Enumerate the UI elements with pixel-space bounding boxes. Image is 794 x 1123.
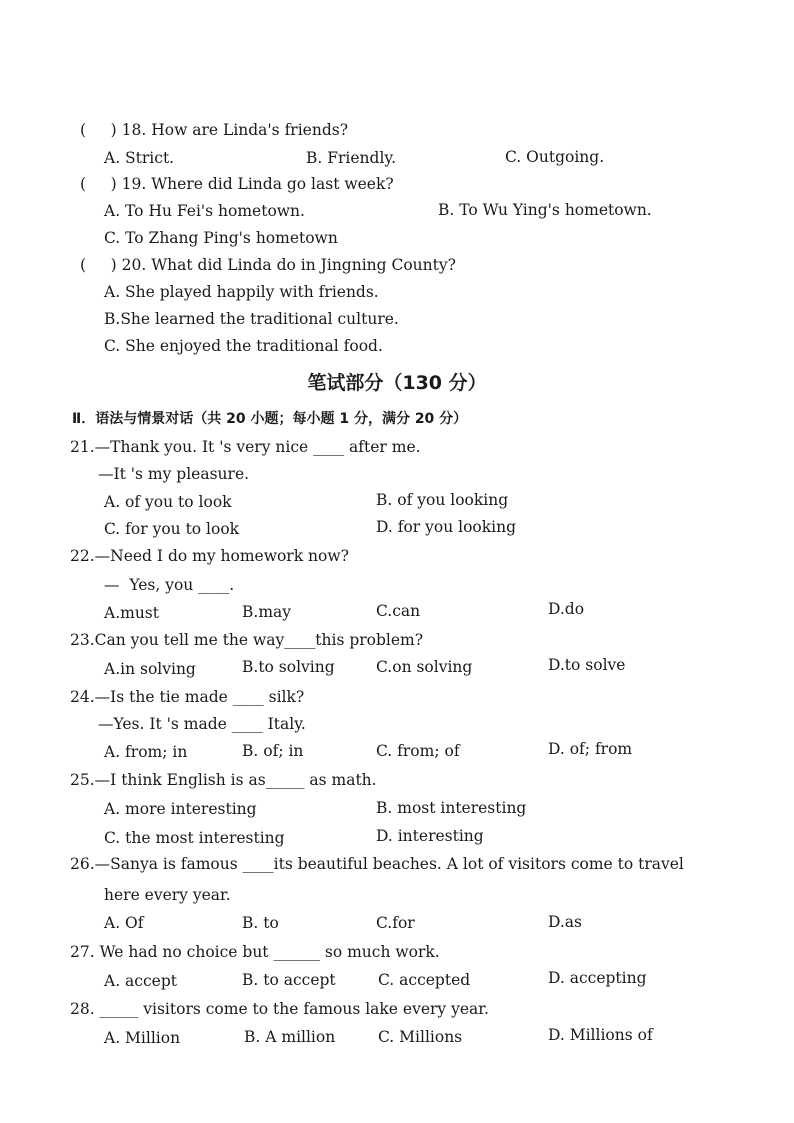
- question-23-option-a: A.in solving: [104, 660, 196, 678]
- question-24-option-d: D. of; from: [548, 740, 633, 758]
- question-28-option-a: A. Million: [104, 1029, 181, 1047]
- question-28-line-1: 28. _____ visitors come to the famous lake every year.: [70, 1000, 489, 1018]
- question-25-option-c: C. the most interesting: [104, 829, 285, 847]
- question-21-line-2: —It 's my pleasure.: [98, 465, 250, 483]
- question-26-line-2: here every year.: [104, 886, 231, 904]
- question-28-option-b: B. A million: [244, 1028, 336, 1046]
- question-20-stem: ( ) 20. What did Linda do in Jingning County?: [80, 256, 456, 274]
- question-18-stem: ( ) 18. How are Linda's friends?: [80, 121, 349, 139]
- question-27-line-1: 27. We had no choice but ______ so much work.: [70, 943, 440, 961]
- question-26-option-d: D.as: [548, 913, 582, 931]
- question-21-option-b: B. of you looking: [376, 491, 509, 509]
- question-22-line-1: 22.—Need I do my homework now?: [70, 547, 349, 565]
- question-21-option-c: C. for you to look: [104, 520, 240, 538]
- question-19-stem: ( ) 19. Where did Linda go last week?: [80, 175, 394, 193]
- question-18-option-c: C. Outgoing.: [505, 148, 605, 166]
- question-23-line-1: 23.Can you tell me the way____this problem?: [70, 631, 424, 649]
- question-21-line-1: 21.—Thank you. It 's very nice ____ after me.: [70, 438, 421, 456]
- written-section-title: 笔试部分（130 分）: [307, 372, 487, 394]
- question-28-option-c: C. Millions: [378, 1028, 463, 1046]
- question-27-option-a: A. accept: [104, 972, 177, 990]
- question-24-line-1: 24.—Is the tie made ____ silk?: [70, 688, 305, 706]
- question-23-option-b: B.to solving: [242, 658, 335, 676]
- question-25-option-b: B. most interesting: [376, 799, 527, 817]
- question-26-option-b: B. to: [242, 914, 279, 932]
- question-26-option-c: C.for: [376, 914, 415, 932]
- question-22-option-c: C.can: [376, 602, 421, 620]
- question-25-option-a: A. more interesting: [104, 800, 257, 818]
- question-26-option-a: A. Of: [104, 914, 144, 932]
- question-24-option-b: B. of; in: [242, 742, 304, 760]
- question-27-option-b: B. to accept: [242, 971, 336, 989]
- question-22-option-d: D.do: [548, 600, 585, 618]
- question-21-option-d: D. for you looking: [376, 518, 517, 536]
- question-18-option-b: B. Friendly.: [306, 149, 397, 167]
- question-21-option-a: A. of you to look: [104, 493, 232, 511]
- question-22-line-2: — Yes, you ____.: [104, 576, 235, 594]
- question-26-line-1: 26.—Sanya is famous ____its beautiful beaches. A lot of visitors come to travel: [70, 855, 684, 873]
- question-24-line-2: —Yes. It 's made ____ Italy.: [98, 715, 306, 733]
- question-25-line-1: 25.—I think English is as_____ as math.: [70, 771, 377, 789]
- question-19-option-b: B. To Wu Ying's hometown.: [438, 201, 652, 219]
- question-27-option-c: C. accepted: [378, 971, 471, 989]
- question-18-option-a: A. Strict.: [104, 149, 175, 167]
- question-20-option-a: A. She played happily with friends.: [104, 283, 379, 301]
- question-24-option-a: A. from; in: [104, 743, 188, 761]
- question-20-option-b: B.She learned the traditional culture.: [104, 310, 399, 328]
- question-24-option-c: C. from; of: [376, 742, 460, 760]
- question-22-option-a: A.must: [104, 604, 159, 622]
- part-two-heading: Ⅱ．语法与情景对话（共 20 小题；每小题 1 分，满分 20 分）: [72, 411, 468, 427]
- question-22-option-b: B.may: [242, 603, 292, 621]
- question-23-option-d: D.to solve: [548, 656, 626, 674]
- question-23-option-c: C.on solving: [376, 658, 473, 676]
- question-20-option-c: C. She enjoyed the traditional food.: [104, 337, 383, 355]
- question-25-option-d: D. interesting: [376, 827, 484, 845]
- question-19-option-c: C. To Zhang Ping's hometown: [104, 229, 338, 247]
- question-27-option-d: D. accepting: [548, 969, 647, 987]
- question-19-option-a: A. To Hu Fei's hometown.: [104, 202, 305, 220]
- question-28-option-d: D. Millions of: [548, 1026, 653, 1044]
